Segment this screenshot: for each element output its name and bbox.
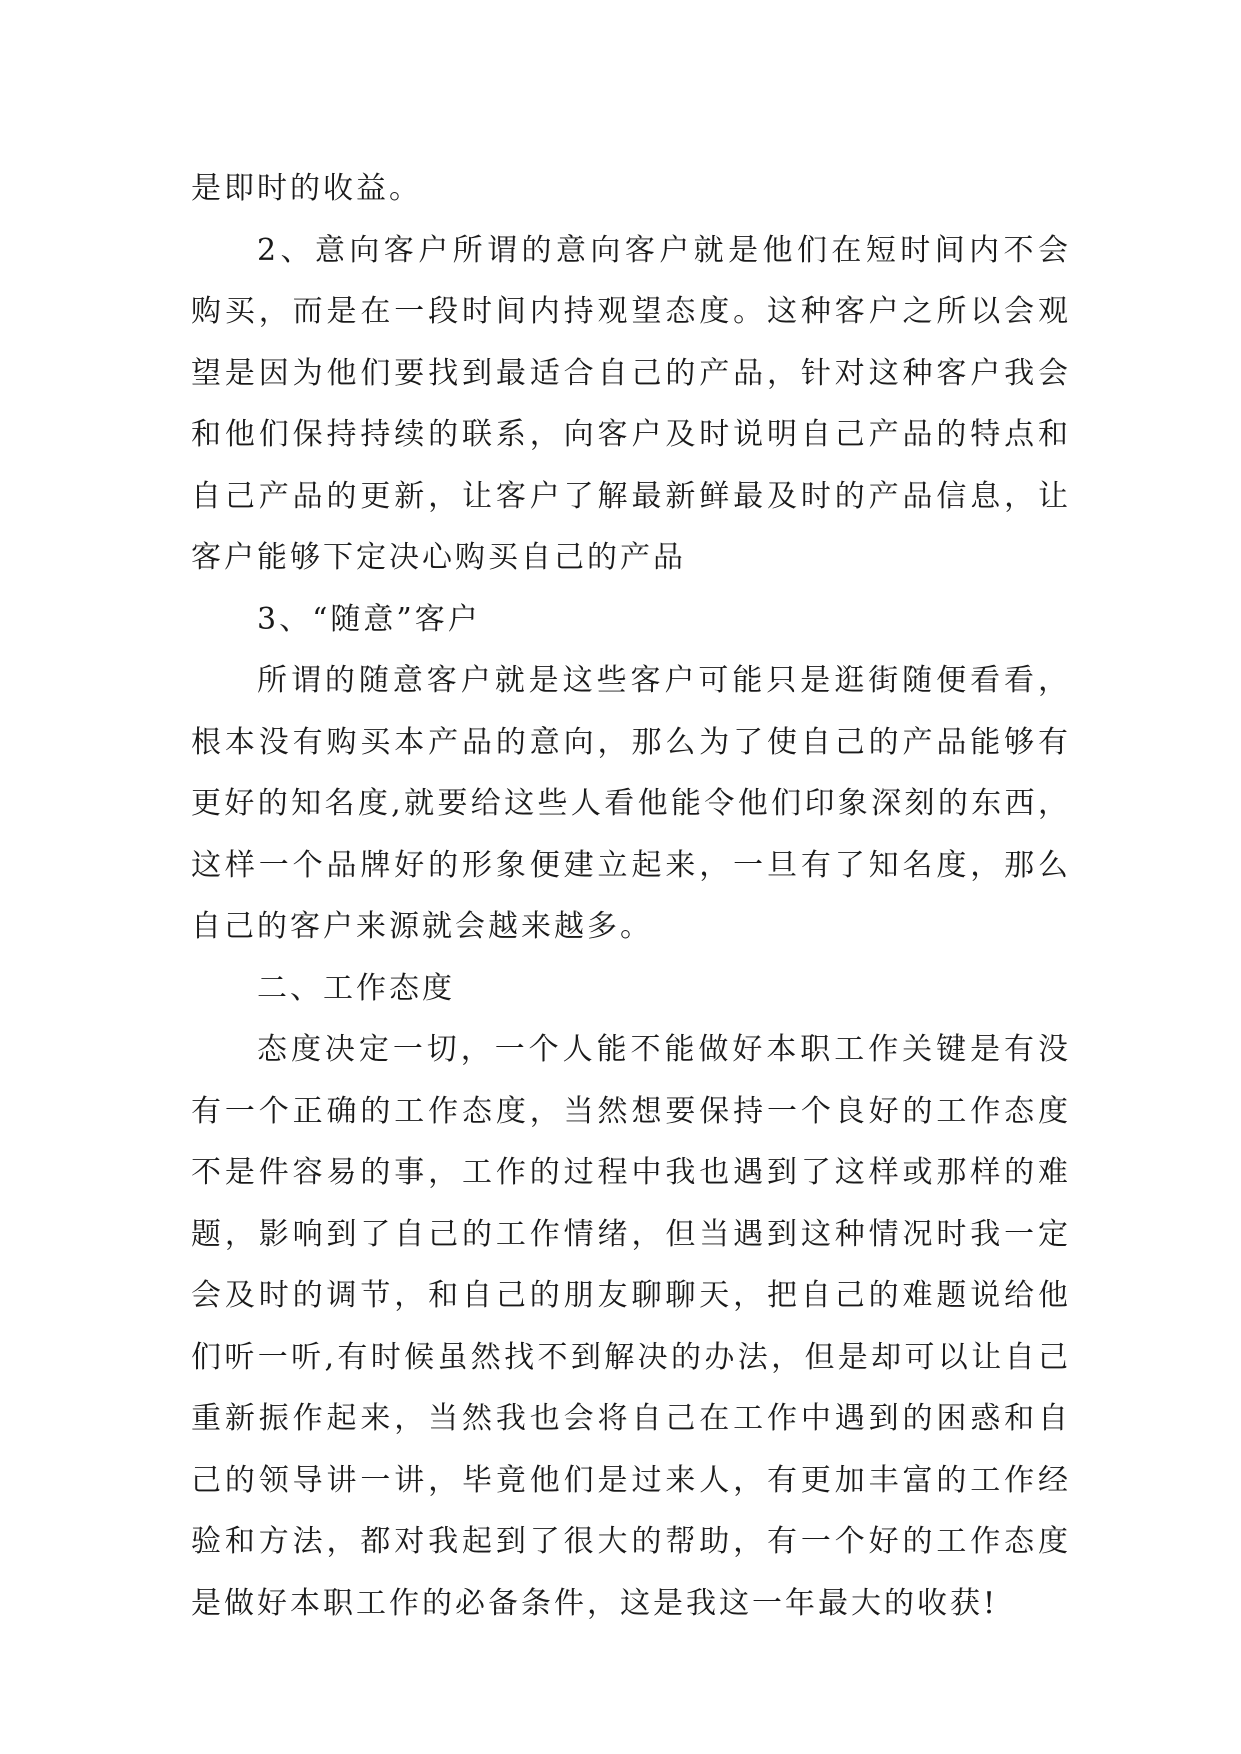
- document-body: [191, 158, 1071, 1634]
- paragraph-casual-customer: 所谓的随意客户就是这些客户可能只是逛街随便看看，根本没有购买本产品的意向，那么为了使自己的产品能够有更好的知名度,就要给这些人看他能令他们印象深刻的东西，这样一个品牌好的形象便建立起来，一旦有了知名度，那么自己的客户来源就会越来越多。: [191, 663, 1071, 944]
- heading-work-attitude: 二、工作态度: [257, 970, 455, 1006]
- paragraph-intent-customer: 2、意向客户所谓的意向客户就是他们在短时间内不会购买，而是在一段时间内持观望态度。这种客户之所以会观望是因为他们要找到最适合自己的产品，针对这种客户我会和他们保持持续的联系，向客户及时说明自己产品的特点和自己产品的更新，让客户了解最新鲜最及时的产品信息，让客户能够下定决心购买自己的产品: [191, 232, 1071, 575]
- heading-casual-customer: 3、“随意”客户: [257, 601, 481, 637]
- paragraph-work-attitude: 态度决定一切，一个人能不能做好本职工作关键是有没有一个正确的工作态度，当然想要保持一个良好的工作态度不是件容易的事，工作的过程中我也遇到了这样或那样的难题，影响到了自己的工作情绪，但当遇到这种情况时我一定会及时的调节，和自己的朋友聊聊天，把自己的难题说给他们听一听,有时候虽然找不到解决的办法，但是却可以让自己重新振作起来，当然我也会将自己在工作中遇到的困惑和自己的领导讲一讲，毕竟他们是过来人，有更加丰富的工作经验和方法，都对我起到了很大的帮助，有一个好的工作态度是做好本职工作的必备条件，这是我这一年最大的收获!: [191, 1032, 1071, 1621]
- paragraph-continuation: 是即时的收益。: [191, 171, 422, 206]
